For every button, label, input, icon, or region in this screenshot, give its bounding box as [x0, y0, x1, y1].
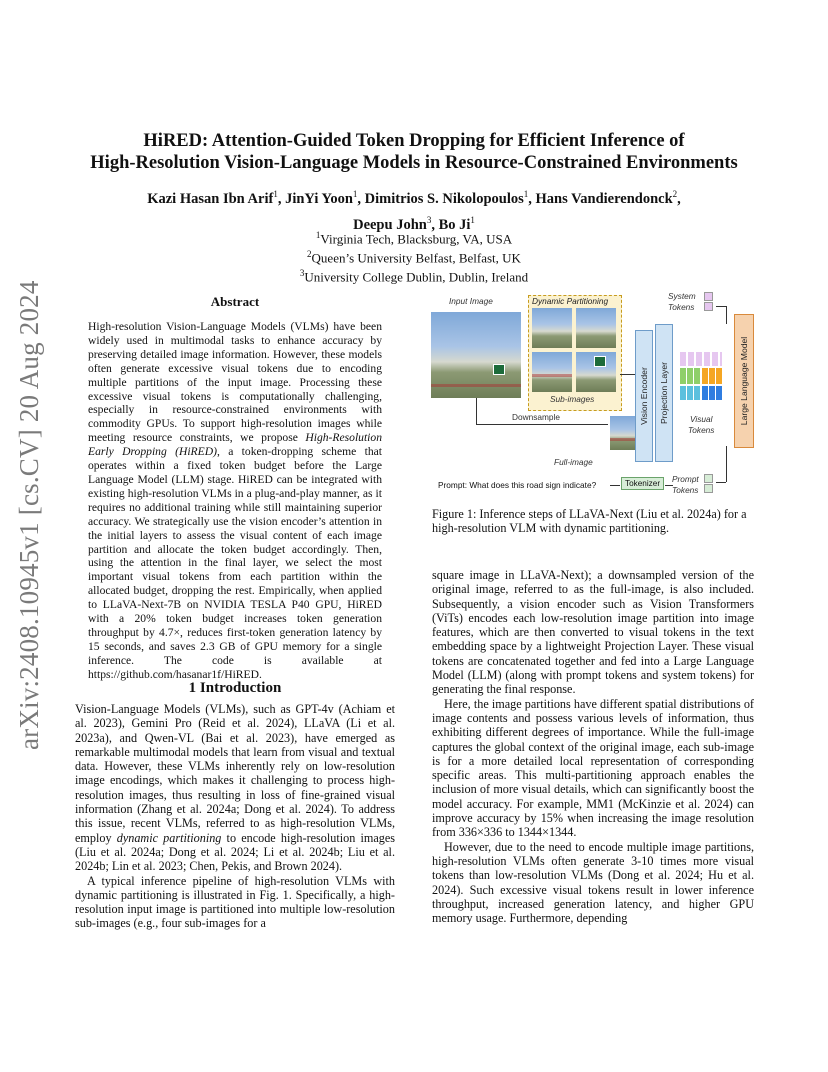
system-tokens-label-1: System [668, 291, 696, 301]
visual-tokens-label-2: Tokens [688, 425, 715, 435]
road-sign-icon [594, 356, 606, 367]
paper-title [60, 130, 768, 174]
projection-layer-block [655, 324, 673, 462]
paragraph: square image in LLaVA-Next); a downsampled version of the original image, referred to as the full-image, is also included. Subsequently, a vision encoder such as Vision Transformers (ViTs) encodes each low-resolution image partition into image features, which are then converted to visual tokens in the text embedding space by a lightweight Projection Layer. These visual tokens are concatenated together and fed into a Large Language Model (LLM) (along with prompt tokens and system tokens) for generating the final response. [432, 568, 754, 697]
connector-line [726, 446, 727, 482]
road-sign-icon [493, 364, 505, 375]
paragraph: However, due to the need to encode multiple image partitions, high-resolution VLMs often generate 3-10 times more visual tokens than low-resolution VLMs (Dong et al. 2024; Hu et al. 2024). Such excessive visual tokens result in lower inference throughput, increased generation latency, and higher GPU memory usage. Furthermore, depending [432, 839, 754, 926]
affiliation-sup: 2 [307, 248, 312, 259]
author-sup: 1 [470, 214, 475, 225]
prompt-tokens-label-1: Prompt [672, 474, 699, 484]
author-name: Deepu John [353, 216, 427, 233]
author-name: JinYi Yoon [285, 190, 353, 207]
system-token [704, 292, 713, 301]
connector-line [716, 306, 726, 307]
author-name: Dimitrios S. Nikolopoulos [364, 190, 524, 207]
road-stripe [532, 374, 572, 377]
connector-line [476, 424, 608, 425]
author-sup: 1 [352, 189, 358, 199]
affiliation-text: Queen’s University Belfast, Belfast, UK [311, 250, 521, 266]
visual-tokens-label-1: Visual [690, 414, 713, 424]
figure-caption: Figure 1: Inference steps of LLaVA-Next (Liu et al. 2024a) for a high-resolution VLM with dynamic partitioning. [432, 507, 747, 536]
arrow-to-encoder [620, 374, 636, 375]
token-block [702, 368, 722, 384]
title-line-1: HiRED: Attention-Guided Token Dropping for Efficient Inference of [143, 131, 685, 151]
affiliation [60, 228, 768, 247]
prompt-text: Prompt: What does this road sign indicate? [438, 480, 597, 490]
abstract-heading: Abstract [210, 294, 260, 309]
author-name: Hans Vandierendonck [535, 190, 673, 207]
affiliations [60, 228, 768, 284]
author-list: Kazi Hasan Ibn Arif$^1$, JinYi Yoon$^1$, Dimitrios S. Nikolopoulos$^1$, Hans Vandierendonck$^2$, Deepu John$^3$, Bo Ji$^1$ [147, 189, 681, 233]
llm-block [734, 314, 754, 448]
projection-layer-label: Projection Layer [659, 361, 669, 425]
sub-image [576, 352, 616, 392]
connector-line [726, 306, 727, 324]
prompt-tokens-label-2: Tokens [672, 485, 699, 495]
dynamic-partitioning-label: Dynamic Partitioning [532, 296, 609, 306]
visual-tokens-grid [678, 350, 724, 410]
system-token [704, 302, 713, 311]
arrow-to-tokenizer [610, 485, 620, 486]
introduction-body [75, 702, 395, 931]
affiliation [60, 266, 768, 285]
sub-image [532, 308, 572, 348]
system-tokens-label-2: Tokens [668, 302, 695, 312]
paragraph: A typical inference pipeline of high-resolution VLMs with dynamic partitioning is illustrated in Fig. 1. Specifically, a high-resolution input image is partitioned into multiple low-resolution sub-images (e.g., four sub-images for a [75, 873, 395, 931]
sub-images-label: Sub-images [550, 394, 595, 404]
connector-line [476, 398, 477, 424]
author-sup: 1 [273, 189, 278, 199]
paragraph-text: Vision-Language Models (VLMs), such as GPT-4v (Achiam et al. 2023), Gemini Pro (Reid et al. 2024), LLaVA (Li et al. 2023a), and Qwen-VL (Bai et al. 2023), have emerged as remarkable multimodal models that learn from visual and textual data. However, these VLMs inherently rely on low-resolution image encodings, which makes it challenging to process high-resolution images, thus resulting in loss of fine-grained visual information (Zhang et al. 2024a; Dong et al. 2024). To address this issue, recent VLMs, referred to as high-resolution VLMs, employ [75, 702, 395, 845]
token-block [680, 368, 700, 384]
token-row [680, 352, 722, 366]
affiliation-sup: 1 [315, 230, 321, 240]
vision-encoder-block [635, 330, 653, 462]
affiliation-sup: 3 [299, 267, 305, 278]
arxiv-identifier: arXiv:2408.10945v1 [cs.CV] 20 Aug 2024 [14, 280, 44, 750]
author-sup: 1 [523, 189, 529, 199]
author-sup: 3 [426, 214, 432, 225]
paragraph-text: to encode high-resolution images (Liu et al. 2024a; Dong et al. 2024; Li et al. 2024b; Liu et al. 2024b; Lin et al. 2023; Chen, Pekis, and Brown 2024). [75, 830, 396, 874]
full-image-label: Full-image [554, 457, 593, 467]
prompt-token [704, 484, 713, 493]
paragraph [75, 702, 395, 874]
sub-image [576, 308, 616, 348]
right-column-body [432, 568, 754, 925]
affiliation-text: University College Dublin, Dublin, Ireland [304, 268, 529, 284]
figure-diagram [428, 286, 758, 496]
paragraph-emphasis: dynamic partitioning [116, 830, 222, 845]
affiliation-text: Virginia Tech, Blacksburg, VA, USA [320, 231, 513, 247]
tokenizer-block: Tokenizer [621, 477, 664, 490]
abstract-body [88, 320, 382, 682]
vision-encoder-label: Vision Encoder [639, 367, 649, 425]
connector-line [716, 482, 726, 483]
sub-image [532, 352, 572, 392]
abstract-text: High-resolution Vision-Language Models (VLMs) have been widely used in multimodal tasks to enhance accuracy by preserving detailed image information. However, these models often generate excessive visual tokens due to encoding multiple partitions of the input image. Processing these excessive visual tokens is computationally challenging, especially in resource-constrained environments with commodity GPUs. To support high-resolution images while meeting resource constraints, we propose [88, 320, 382, 445]
abstract-emphasis: High-Resolution Early Dropping (HiRED) [88, 431, 382, 459]
input-image [431, 312, 521, 398]
downsample-label: Downsample [512, 412, 560, 422]
road-stripe [431, 384, 521, 387]
input-image-label: Input Image [449, 296, 493, 306]
abstract-text: , a token-dropping scheme that operates within a fixed token budget before the Large Language Model (LLM) stage. HiRED can be integrated with existing high-resolution VLMs in a plug-and-play manner, as it requires no additional training while still maintaining superior accuracy. We strategically use the vision encoder’s attention in the initial layers to assess the visual content of each image partition and allocate the token budget accordingly. Then, using the attention in the final layer, we select the most important visual tokens from each partition within the allocated budget, dropping the rest. Empirically, when applied to LLaVA-Next-7B on NVIDIA TESLA P40 GPU, HiRED with a 20% token budget increases token generation throughput by 4.7×, reduces first-token generation latency by 15 seconds, and saves 2.3 GB of GPU memory for a single inference. The code is available at https://github.com/hasanar1f/HiRED. [88, 445, 382, 681]
author-name: Kazi Hasan Ibn Arif [147, 190, 274, 207]
author-sup: 2 [672, 189, 678, 199]
llm-label: Large Language Model [739, 336, 749, 426]
section-heading-introduction: 1 Introduction [188, 680, 282, 696]
author-name: Bo Ji [438, 216, 471, 233]
token-block [702, 386, 722, 400]
prompt-token [704, 474, 713, 483]
token-block [680, 386, 700, 400]
paragraph: Here, the image partitions have different spatial distributions of image contents and possess various levels of information, thus exhibiting different degrees of importance. While the full-image captures the global context of the original image, each sub-image is for a more detailed local representation of corresponding specific areas. This multi-partitioning approach enables the inclusion of more visual details, which can significantly boost the model accuracy. For example, MM1 (McKinzie et al. 2024) can improve accuracy by 15% when increasing the image resolution from 336×336 to 1344×1344. [432, 696, 754, 840]
affiliation [60, 247, 768, 266]
title-line-2: High-Resolution Vision-Language Models in Resource-Constrained Environments [90, 153, 738, 173]
